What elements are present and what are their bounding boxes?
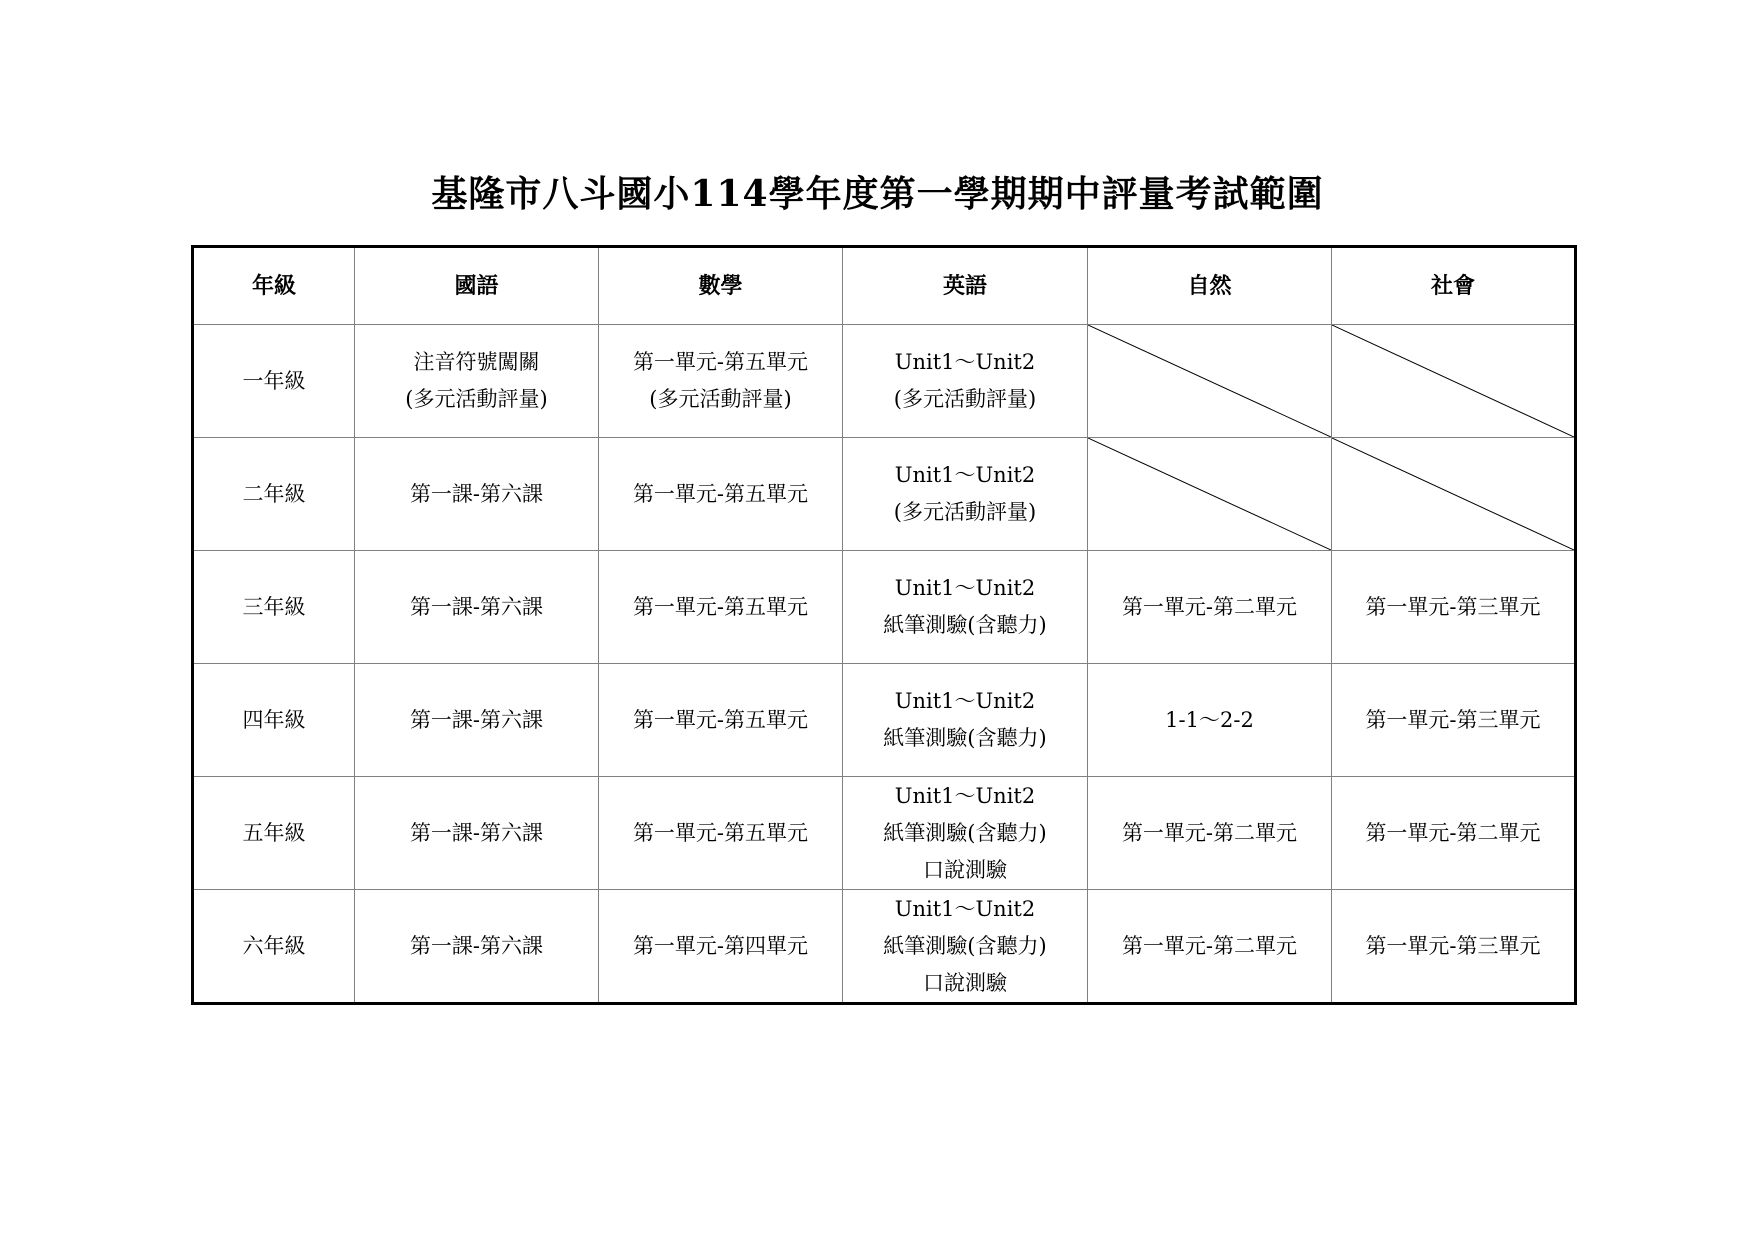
chinese-cell (355, 777, 599, 890)
cell-line: 口說測驗 (923, 857, 1007, 882)
table-row (193, 777, 1576, 890)
cell-line: Unit1～Unit2 (894, 783, 1036, 808)
empty-diagonal-line (1088, 325, 1331, 437)
cell-line: 第一單元-第四單元 (632, 933, 809, 958)
cell-line: 1-1～2-2 (1165, 707, 1254, 732)
table-row (193, 664, 1576, 777)
science-cell (1088, 438, 1332, 551)
grade-cell: 三年級 (193, 551, 355, 664)
cell-line: 第一課-第六課 (409, 594, 544, 619)
table-row (193, 325, 1576, 438)
science-cell (1088, 664, 1332, 777)
cell-line: 第一單元-第二單元 (1365, 820, 1541, 845)
table-row (193, 890, 1576, 1004)
header-grade: 年級 (193, 247, 355, 325)
table-row (193, 551, 1576, 664)
header-science: 自然 (1088, 247, 1332, 325)
cell-line: (多元活動評量) (649, 387, 792, 411)
english-cell (843, 438, 1088, 551)
cell-line: 紙筆測驗(含聽力) (883, 933, 1047, 958)
empty-diagonal-line (1332, 438, 1574, 550)
science-cell (1088, 325, 1332, 438)
cell-line: 紙筆測驗(含聽力) (883, 726, 1047, 750)
page-title: 基隆市八斗國小114學年度第一學期期中評量考試範圍 (431, 173, 1324, 215)
cell-line: 注音符號闖關 (413, 350, 540, 374)
math-cell (599, 777, 843, 890)
exam-scope-table (191, 245, 1577, 1005)
math-cell (599, 438, 843, 551)
grade-cell: 二年級 (193, 438, 355, 551)
cell-line: 第一單元-第二單元 (1121, 594, 1298, 619)
header-social: 社會 (1332, 247, 1576, 325)
cell-line: 第一課-第六課 (409, 820, 544, 845)
cell-line: 第一課-第六課 (409, 481, 544, 506)
math-cell (599, 664, 843, 777)
english-cell (843, 777, 1088, 890)
chinese-cell (355, 438, 599, 551)
social-cell (1332, 777, 1576, 890)
header-chinese: 國語 (355, 247, 599, 325)
table-header-row (193, 247, 1576, 325)
science-cell (1088, 890, 1332, 1004)
cell-line: 第一單元-第五單元 (632, 820, 809, 845)
social-cell (1332, 664, 1576, 777)
math-cell (599, 890, 843, 1004)
empty-diagonal-line (1332, 325, 1574, 437)
chinese-cell (355, 551, 599, 664)
grade-cell: 四年級 (193, 664, 355, 777)
cell-line: 第一單元-第五單元 (632, 594, 809, 619)
english-cell (843, 664, 1088, 777)
empty-diagonal-line (1088, 438, 1331, 550)
english-cell (843, 551, 1088, 664)
cell-line: 紙筆測驗(含聽力) (883, 820, 1047, 845)
math-cell (599, 325, 843, 438)
cell-line: 第一單元-第二單元 (1121, 933, 1298, 958)
social-cell (1332, 551, 1576, 664)
social-cell (1332, 325, 1576, 438)
chinese-cell (355, 664, 599, 777)
cell-line: 第一單元-第三單元 (1365, 594, 1541, 619)
social-cell (1332, 890, 1576, 1004)
header-math: 數學 (599, 247, 843, 325)
cell-line: (多元活動評量) (893, 500, 1037, 524)
cell-line: 紙筆測驗(含聽力) (883, 613, 1047, 637)
cell-line: (多元活動評量) (405, 387, 548, 411)
grade-cell: 一年級 (193, 325, 355, 438)
cell-line: Unit1～Unit2 (894, 350, 1036, 374)
cell-line: 第一單元-第五單元 (632, 350, 809, 374)
cell-line: Unit1～Unit2 (894, 689, 1036, 713)
math-cell (599, 551, 843, 664)
science-cell (1088, 551, 1332, 664)
grade-cell: 五年級 (193, 777, 355, 890)
grade-cell: 六年級 (193, 890, 355, 1004)
cell-line: 第一單元-第二單元 (1121, 820, 1298, 845)
cell-line: Unit1～Unit2 (894, 896, 1036, 921)
english-cell (843, 890, 1088, 1004)
cell-line: 第一單元-第五單元 (632, 481, 809, 506)
cell-line: 第一單元-第三單元 (1365, 933, 1541, 958)
social-cell (1332, 438, 1576, 551)
cell-line: 第一單元-第三單元 (1365, 707, 1541, 732)
science-cell (1088, 777, 1332, 890)
chinese-cell (355, 890, 599, 1004)
header-english: 英語 (843, 247, 1088, 325)
cell-line: 第一單元-第五單元 (632, 707, 809, 732)
cell-line: Unit1～Unit2 (894, 463, 1036, 487)
cell-line: 第一課-第六課 (409, 707, 544, 732)
table-row (193, 438, 1576, 551)
cell-line: 口說測驗 (923, 970, 1007, 995)
cell-line: 第一課-第六課 (409, 933, 544, 958)
cell-line: (多元活動評量) (893, 387, 1037, 411)
english-cell (843, 325, 1088, 438)
cell-line: Unit1～Unit2 (894, 576, 1036, 600)
chinese-cell (355, 325, 599, 438)
